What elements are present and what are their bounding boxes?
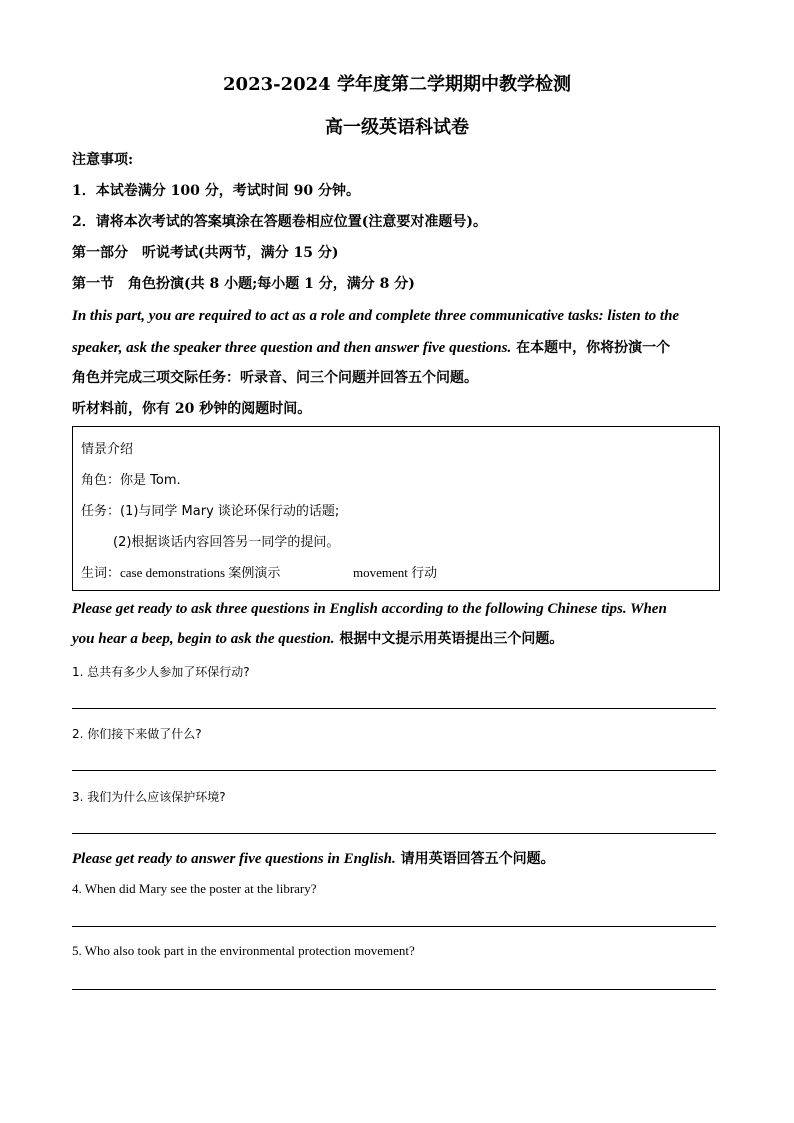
- question-4: 4. When did Mary see the poster at the library?: [72, 881, 317, 896]
- vocab-label: 生词：: [81, 566, 121, 581]
- exam-subtitle: 高一级英语科试卷: [325, 117, 469, 138]
- answer-line-5[interactable]: [72, 989, 716, 990]
- answer-line-3[interactable]: [72, 833, 716, 834]
- instruction-cn-line3: 角色并完成三项交际任务：听录音、问三个问题并回答五个问题。: [72, 370, 478, 386]
- notes-heading: 注意事项:: [72, 152, 134, 168]
- section1-title: 第一节 角色扮演(共 8 小题;每小题 1 分，满分 8 分): [72, 276, 415, 292]
- ask-instruction-cn: 根据中文提示用英语提出三个问题。: [334, 631, 564, 647]
- prep-time-note: 听材料前，你有 20 秒钟的阅题时间。: [72, 401, 312, 417]
- scenario-vocab: [81, 562, 280, 581]
- scenario-role: 角色：你是 Tom.: [81, 473, 181, 488]
- instruction-line2: [72, 338, 724, 358]
- vocab-item-1: case demonstrations 案例演示: [120, 565, 281, 580]
- scenario-heading: 情景介绍: [81, 442, 134, 457]
- instruction-en-line1: In this part, you are required to act as a role and complete three communicative tasks: listen to the: [72, 308, 680, 324]
- instruction-cn-line2: 在本题中，你将扮演一个: [511, 340, 671, 356]
- exam-title: 2023-2024 学年度第二学期期中教学检测: [223, 74, 571, 95]
- note-item-1: 1．本试卷满分 100 分，考试时间 90 分钟。: [72, 183, 360, 199]
- question-2: 2. 你们接下来做了什么?: [72, 727, 202, 741]
- answer-instruction-en: Please get ready to answer five questions in English.: [72, 851, 396, 867]
- ask-instruction-line1: Please get ready to ask three questions in English according to the following Chinese tips. When: [72, 601, 667, 617]
- question-1: 1. 总共有多少人参加了环保行动?: [72, 665, 250, 679]
- part1-title: 第一部分 听说考试(共两节，满分 15 分): [72, 245, 339, 261]
- answer-instruction: [72, 849, 724, 869]
- scenario-box: [72, 426, 720, 591]
- note-item-2: 2．请将本次考试的答案填涂在答题卷相应位置(注意要对准题号)。: [72, 214, 487, 230]
- scenario-task-1: 任务：(1)与同学 Mary 谈论环保行动的话题;: [81, 504, 340, 519]
- answer-instruction-cn: 请用英语回答五个问题。: [395, 851, 555, 867]
- scenario-task-2: (2)根据谈话内容回答另一同学的提问。: [113, 535, 340, 550]
- answer-line-4[interactable]: [72, 926, 716, 927]
- question-5: 5. Who also took part in the environmental protection movement?: [72, 943, 415, 958]
- ask-instruction-en: you hear a beep, begin to ask the question.: [72, 631, 335, 647]
- answer-line-2[interactable]: [72, 770, 716, 771]
- question-3: 3. 我们为什么应该保护环境?: [72, 790, 226, 804]
- instruction-en-line2: speaker, ask the speaker three question and then answer five questions.: [72, 340, 512, 356]
- answer-line-1[interactable]: [72, 708, 716, 709]
- ask-instruction-line2: [72, 629, 724, 649]
- vocab-item-2: movement 行动: [353, 565, 438, 580]
